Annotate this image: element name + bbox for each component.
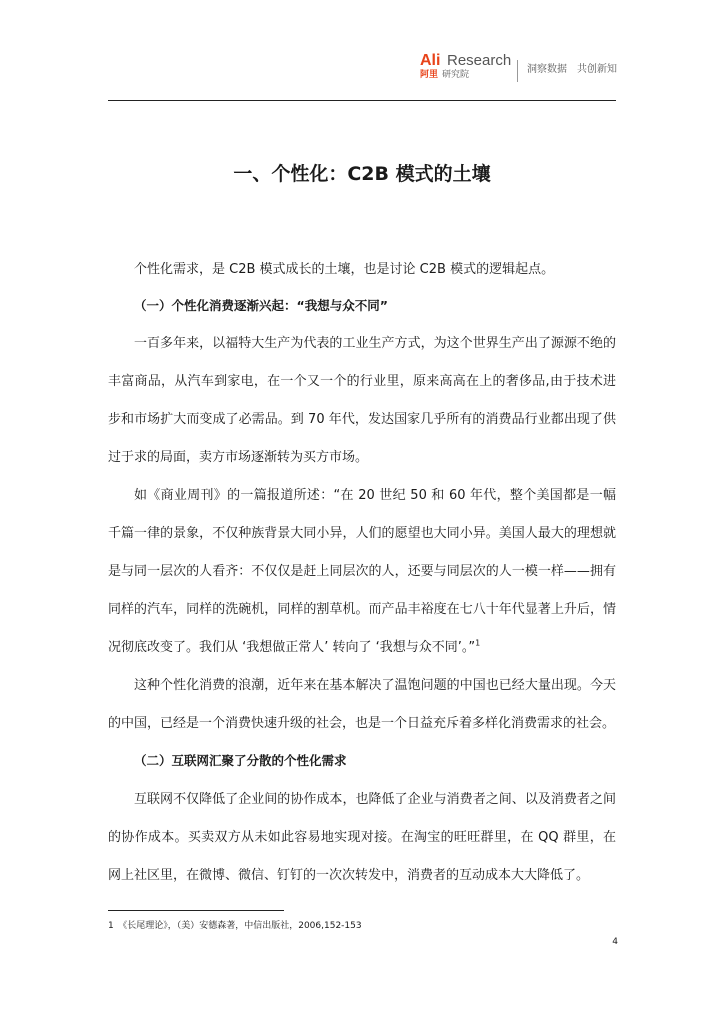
aliresearch-logo [420,52,510,84]
body-paragraph-2 [108,477,616,667]
footnote-reference: 1 [475,638,481,648]
header-slogan: 洞察数据 共创新知 [527,64,617,75]
header-rule [108,100,616,101]
footnote-rule [108,910,284,911]
page-number: 4 [612,937,618,947]
logo-ali-text: Ali [420,52,441,69]
body-paragraph-2-text: 如《商业周刊》的一篇报道所述：“在 20 世纪 50 和 60 年代，整个美国都是一幅千篇一律的景象，不仅种族背景大同小异，人们的愿望也大同小异。美国人最大的理想就是与同一层次的人看齐：不仅仅是赶上同层次的人，还要与同层次的人一模一样——拥有同样的汽车，同样的洗碗机，同样的割草机。而产品丰裕度在七八十年代显著上升后，情况彻底改变了。我们从 ‘我想做正常人’ 转向了 ‘我想与众不同’。” [108,488,616,655]
logo-research-text: Research [447,52,512,69]
footnote-text: 1 《长尾理论》，（美）安德森著，中信出版社，2006,152-153 [108,921,362,931]
page-title: 一、个性化：C2B 模式的土壤 [233,163,491,185]
body-paragraph-1: 一百多年来，以福特大生产为代表的工业生产方式，为这个世界生产出了源源不绝的丰富商品，从汽车到家电，在一个又一个的行业里，原来高高在上的奢侈品,由于技术进步和市场扩大而变成了必需品。到 70 年代，发达国家几乎所有的消费品行业都出现了供过于求的局面，卖方市场逐渐转为买方市场。 [108,336,616,465]
header-divider [517,60,518,82]
section-heading-2: （二）互联网汇聚了分散的个性化需求 [134,753,347,768]
logo-chinese-red-text: 阿里 [420,70,439,80]
body-paragraph-4: 互联网不仅降低了企业间的协作成本，也降低了企业与消费者之间、以及消费者之间的协作成本。买卖双方从未如此容易地实现对接。在淘宝的旺旺群里，在 QQ 群里，在网上社区里，在微博、微信、钉钉的一次次转发中，消费者的互动成本大大降低了。 [108,792,616,883]
logo-chinese-grey-text: 研究院 [442,70,470,80]
section-heading-1: （一）个性化消费逐渐兴起：“我想与众不同” [134,298,388,313]
body-paragraph-3: 这种个性化消费的浪潮，近年来在基本解决了温饱问题的中国也已经大量出现。今天的中国，已经是一个消费快速升级的社会，也是一个日益充斥着多样化消费需求的社会。 [108,678,616,731]
intro-paragraph: 个性化需求，是 C2B 模式成长的土壤，也是讨论 C2B 模式的逻辑起点。 [134,262,555,277]
